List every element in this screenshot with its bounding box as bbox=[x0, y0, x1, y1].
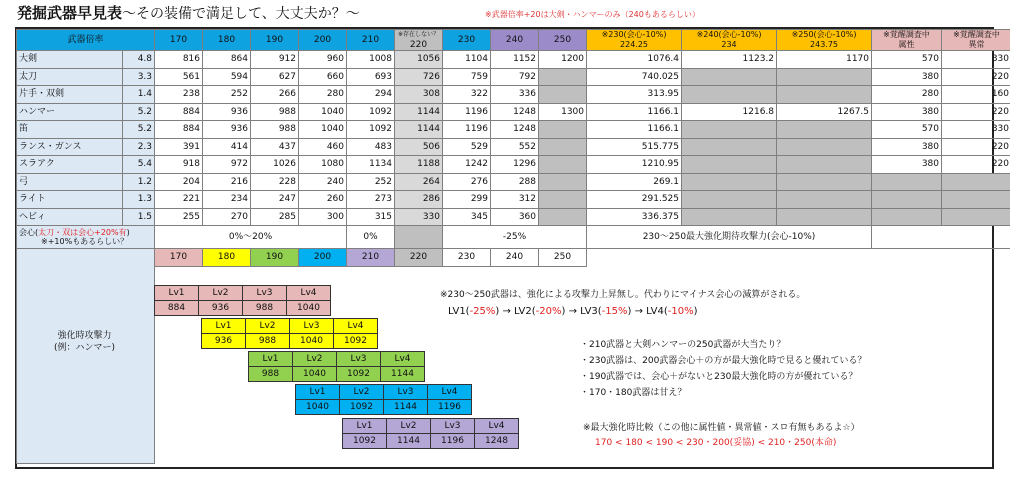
attack-value: 1040 bbox=[299, 121, 347, 139]
step-val: 1092 bbox=[343, 434, 387, 449]
step-val: 988 bbox=[246, 334, 290, 349]
swatch-230: 230 bbox=[443, 249, 491, 267]
crit-expected-label: 230～250最大強化期待攻撃力(会心-10%) bbox=[587, 226, 872, 249]
attack-value bbox=[539, 138, 587, 156]
attack-value: 260 bbox=[299, 191, 347, 209]
weapon-multiplier: 1.5 bbox=[123, 208, 155, 226]
attack-value: 315 bbox=[347, 208, 395, 226]
attack-value bbox=[539, 86, 587, 104]
weapon-multiplier: 2.3 bbox=[123, 138, 155, 156]
awaken-element: 380 bbox=[872, 138, 942, 156]
attack-value: 437 bbox=[251, 138, 299, 156]
step-lv: Lv2 bbox=[340, 385, 384, 400]
weapon-row bbox=[17, 208, 1010, 226]
header-250-crit: ※250(会心-10%) 243.75 bbox=[777, 30, 872, 51]
attack-value: 264 bbox=[395, 173, 443, 191]
step-lv: Lv3 bbox=[384, 385, 428, 400]
note-no-increase: ※230～250武器は、強化による攻撃力上昇無し。代わりにマイナス会心の減算がされる。 bbox=[440, 290, 806, 300]
step-val: 936 bbox=[202, 334, 246, 349]
attack-value: 988 bbox=[251, 103, 299, 121]
step-lv: Lv1 bbox=[202, 319, 246, 334]
attack-value: 726 bbox=[395, 68, 443, 86]
attack-value: 918 bbox=[155, 156, 203, 174]
crit-adjusted-value bbox=[682, 121, 777, 139]
attack-value: 693 bbox=[347, 68, 395, 86]
attack-value: 884 bbox=[155, 121, 203, 139]
awaken-element: 280 bbox=[872, 86, 942, 104]
attack-value: 816 bbox=[155, 51, 203, 69]
attack-value: 1134 bbox=[347, 156, 395, 174]
crit-adjusted-value bbox=[777, 191, 872, 209]
attack-value: 330 bbox=[395, 208, 443, 226]
attack-value: 240 bbox=[299, 173, 347, 191]
crit-adjusted-value bbox=[682, 208, 777, 226]
weapon-row bbox=[17, 156, 1010, 174]
swatch-190: 190 bbox=[251, 249, 299, 267]
attack-value: 1248 bbox=[491, 103, 539, 121]
weapon-name: ハンマー bbox=[17, 103, 123, 121]
crit-adjusted-value bbox=[682, 191, 777, 209]
step-val: 1144 bbox=[387, 434, 431, 449]
awaken-element: 570 bbox=[872, 121, 942, 139]
attack-value: 1296 bbox=[491, 156, 539, 174]
attack-value: 912 bbox=[251, 51, 299, 69]
step-lv: Lv2 bbox=[246, 319, 290, 334]
weapon-multiplier: 1.4 bbox=[123, 86, 155, 104]
step-val: 1092 bbox=[340, 400, 384, 415]
weapon-name: 笛 bbox=[17, 121, 123, 139]
step-val: 1248 bbox=[475, 434, 519, 449]
attack-value: 252 bbox=[203, 86, 251, 104]
crit-adjusted-value bbox=[777, 138, 872, 156]
attack-value: 627 bbox=[251, 68, 299, 86]
attack-value: 1092 bbox=[347, 121, 395, 139]
awaken-ailment: 220 bbox=[942, 138, 1010, 156]
enhance-label: 強化時攻撃力 (例：ハンマー) bbox=[53, 331, 116, 353]
header-200: 200 bbox=[299, 30, 347, 51]
step-lv: Lv4 bbox=[381, 352, 425, 367]
attack-value: 247 bbox=[251, 191, 299, 209]
swatch-240: 240 bbox=[491, 249, 539, 267]
crit-adjusted-value: 291.525 bbox=[587, 191, 682, 209]
awaken-ailment: 160 bbox=[942, 86, 1010, 104]
attack-value: 312 bbox=[491, 191, 539, 209]
attack-value: 252 bbox=[347, 173, 395, 191]
attack-value: 286 bbox=[395, 191, 443, 209]
step-val: 988 bbox=[249, 367, 293, 382]
attack-value: 234 bbox=[203, 191, 251, 209]
attack-value: 322 bbox=[443, 86, 491, 104]
crit-adjusted-value bbox=[777, 86, 872, 104]
attack-value: 360 bbox=[491, 208, 539, 226]
step-lv: Lv1 bbox=[155, 286, 199, 301]
attack-value: 483 bbox=[347, 138, 395, 156]
step-table-210 bbox=[342, 418, 519, 449]
crit-adjusted-value bbox=[777, 121, 872, 139]
weapon-name: 弓 bbox=[17, 173, 123, 191]
attack-value: 308 bbox=[395, 86, 443, 104]
note-crit-steps: LV1(-25%) → LV2(-20%) → LV3(-15%) → LV4(-10%) bbox=[448, 306, 698, 317]
swatch-row bbox=[17, 249, 1010, 267]
awaken-element: 380 bbox=[872, 103, 942, 121]
step-val: 936 bbox=[199, 301, 243, 316]
step-lv: Lv3 bbox=[290, 319, 334, 334]
step-val: 988 bbox=[243, 301, 287, 316]
weapon-row bbox=[17, 173, 1010, 191]
awaken-ailment bbox=[942, 208, 1010, 226]
step-lv: Lv1 bbox=[296, 385, 340, 400]
step-val: 1092 bbox=[334, 334, 378, 349]
attack-value: 1242 bbox=[443, 156, 491, 174]
attack-value: 1144 bbox=[395, 103, 443, 121]
attack-value: 1008 bbox=[347, 51, 395, 69]
step-val: 1092 bbox=[337, 367, 381, 382]
weapon-multiplier: 1.3 bbox=[123, 191, 155, 209]
header-row bbox=[17, 30, 1010, 51]
attack-value: 288 bbox=[491, 173, 539, 191]
crit-adjusted-value bbox=[777, 68, 872, 86]
weapon-name: 片手・双剣 bbox=[17, 86, 123, 104]
weapon-row bbox=[17, 121, 1010, 139]
awaken-ailment: 220 bbox=[942, 156, 1010, 174]
weapon-row bbox=[17, 191, 1010, 209]
attack-value: 529 bbox=[443, 138, 491, 156]
step-lv: Lv4 bbox=[475, 419, 519, 434]
weapon-name: ランス・ガンス bbox=[17, 138, 123, 156]
attack-value: 273 bbox=[347, 191, 395, 209]
attack-value: 759 bbox=[443, 68, 491, 86]
weapon-multiplier: 5.2 bbox=[123, 121, 155, 139]
step-lv: Lv2 bbox=[293, 352, 337, 367]
awaken-element bbox=[872, 208, 942, 226]
weapon-name: スラアク bbox=[17, 156, 123, 174]
header-180: 180 bbox=[203, 30, 251, 51]
step-table-170 bbox=[154, 285, 331, 316]
attack-value: 960 bbox=[299, 51, 347, 69]
attack-value bbox=[539, 121, 587, 139]
attack-value: 1080 bbox=[299, 156, 347, 174]
swatch-210: 210 bbox=[347, 249, 395, 267]
notes-comparison: ※最大強化時比較（この他に属性値・異常値・スロ有無もあるよ☆） 170 < 180 < 190 < 230・200(妥協) < 210・250(本命) bbox=[583, 423, 860, 448]
attack-value: 299 bbox=[443, 191, 491, 209]
attack-value: 460 bbox=[299, 138, 347, 156]
crit-adjusted-value: 1170 bbox=[777, 51, 872, 69]
step-lv: Lv1 bbox=[249, 352, 293, 367]
crit-adjusted-value: 1076.4 bbox=[587, 51, 682, 69]
attack-value bbox=[539, 68, 587, 86]
header-230-crit: ※230(会心-10%) 224.25 bbox=[587, 30, 682, 51]
weapon-row bbox=[17, 51, 1010, 69]
attack-value: 266 bbox=[251, 86, 299, 104]
attack-value: 228 bbox=[251, 173, 299, 191]
step-lv: Lv4 bbox=[287, 286, 331, 301]
crit-adjusted-value: 1216.8 bbox=[682, 103, 777, 121]
crit-row bbox=[17, 226, 1010, 249]
awaken-element: 380 bbox=[872, 156, 942, 174]
crit-220 bbox=[395, 226, 443, 249]
weapon-multiplier: 1.2 bbox=[123, 173, 155, 191]
awaken-ailment: 220 bbox=[942, 68, 1010, 86]
crit-adjusted-value: 1166.1 bbox=[587, 121, 682, 139]
weapon-multiplier: 4.8 bbox=[123, 51, 155, 69]
crit-210: 0% bbox=[347, 226, 395, 249]
attack-value: 972 bbox=[203, 156, 251, 174]
header-170: 170 bbox=[155, 30, 203, 51]
attack-value: 1056 bbox=[395, 51, 443, 69]
step-val: 1196 bbox=[431, 434, 475, 449]
attack-value: 660 bbox=[299, 68, 347, 86]
header-awaken-ailment: ※覚醒調査中 異常 bbox=[942, 30, 1010, 51]
attack-value: 884 bbox=[155, 103, 203, 121]
step-val: 1196 bbox=[428, 400, 472, 415]
attack-value bbox=[539, 173, 587, 191]
crit-adjusted-value: 1123.2 bbox=[682, 51, 777, 69]
attack-value: 506 bbox=[395, 138, 443, 156]
awaken-element: 570 bbox=[872, 51, 942, 69]
swatch-170: 170 bbox=[155, 249, 203, 267]
step-table-180 bbox=[201, 318, 378, 349]
attack-value: 391 bbox=[155, 138, 203, 156]
attack-value: 255 bbox=[155, 208, 203, 226]
swatch-200: 200 bbox=[299, 249, 347, 267]
weapon-multiplier: 3.3 bbox=[123, 68, 155, 86]
attack-value: 216 bbox=[203, 173, 251, 191]
step-table-190 bbox=[248, 351, 425, 382]
step-val: 1040 bbox=[287, 301, 331, 316]
attack-value: 552 bbox=[491, 138, 539, 156]
attack-value: 594 bbox=[203, 68, 251, 86]
step-val: 1144 bbox=[381, 367, 425, 382]
attack-value bbox=[539, 208, 587, 226]
attack-value: 1026 bbox=[251, 156, 299, 174]
swatch-250: 250 bbox=[539, 249, 587, 267]
crit-230-250: -25% bbox=[443, 226, 587, 249]
crit-blank bbox=[872, 226, 1010, 249]
crit-adjusted-value bbox=[682, 173, 777, 191]
weapon-name: ライト bbox=[17, 191, 123, 209]
step-lv: Lv3 bbox=[431, 419, 475, 434]
step-lv: Lv3 bbox=[337, 352, 381, 367]
enh-left-panel bbox=[17, 249, 155, 464]
attack-value: 1092 bbox=[347, 103, 395, 121]
attack-value: 1144 bbox=[395, 121, 443, 139]
page-title: 発掘武器早見表～その装備で満足して、大丈夫か？～ bbox=[17, 4, 360, 22]
attack-value: 1040 bbox=[299, 103, 347, 121]
awaken-ailment: 330 bbox=[942, 51, 1010, 69]
attack-value: 1200 bbox=[539, 51, 587, 69]
attack-value: 936 bbox=[203, 103, 251, 121]
weapon-name: 太刀 bbox=[17, 68, 123, 86]
weapon-row bbox=[17, 86, 1010, 104]
step-lv: Lv4 bbox=[334, 319, 378, 334]
header-230: 230 bbox=[443, 30, 491, 51]
attack-value: 336 bbox=[491, 86, 539, 104]
notes-bullets: ・210武器と大剣ハンマーの250武器が大当たり？ ・230武器は、200武器会心＋の方が最大強化時で見ると優れている？ ・190武器では、会心＋がないと230最大強化時の方が優れている？ ・170・180武器は甘え？ bbox=[580, 340, 867, 398]
swatch-220: 220 bbox=[395, 249, 443, 267]
step-lv: Lv2 bbox=[387, 419, 431, 434]
step-val: 1040 bbox=[296, 400, 340, 415]
awaken-ailment bbox=[942, 191, 1010, 209]
attack-value: 238 bbox=[155, 86, 203, 104]
header-multiplier: 武器倍率 bbox=[17, 30, 155, 51]
step-table-200 bbox=[295, 384, 472, 415]
attack-value: 1300 bbox=[539, 103, 587, 121]
weapon-row bbox=[17, 103, 1010, 121]
weapon-name: 大剣 bbox=[17, 51, 123, 69]
attack-value: 1152 bbox=[491, 51, 539, 69]
weapon-multiplier: 5.4 bbox=[123, 156, 155, 174]
attack-value: 414 bbox=[203, 138, 251, 156]
attack-value: 270 bbox=[203, 208, 251, 226]
header-240: 240 bbox=[491, 30, 539, 51]
header-240-crit: ※240(会心-10%) 234 bbox=[682, 30, 777, 51]
header-210: 210 bbox=[347, 30, 395, 51]
attack-value: 1196 bbox=[443, 103, 491, 121]
attack-value: 345 bbox=[443, 208, 491, 226]
crit-adjusted-value bbox=[777, 173, 872, 191]
weapon-row bbox=[17, 138, 1010, 156]
swatch-180: 180 bbox=[203, 249, 251, 267]
crit-adjusted-value bbox=[682, 156, 777, 174]
attack-value: 1104 bbox=[443, 51, 491, 69]
crit-adjusted-value bbox=[682, 86, 777, 104]
crit-adjusted-value: 1210.95 bbox=[587, 156, 682, 174]
step-val: 1144 bbox=[384, 400, 428, 415]
attack-value: 792 bbox=[491, 68, 539, 86]
crit-adjusted-value bbox=[682, 138, 777, 156]
attack-value: 936 bbox=[203, 121, 251, 139]
step-val: 1040 bbox=[293, 367, 337, 382]
awaken-element bbox=[872, 173, 942, 191]
crit-adjusted-value: 515.775 bbox=[587, 138, 682, 156]
crit-range-170-200: 0%～20% bbox=[155, 226, 347, 249]
header-190: 190 bbox=[251, 30, 299, 51]
weapon-row bbox=[17, 68, 1010, 86]
step-val: 884 bbox=[155, 301, 199, 316]
attack-value: 204 bbox=[155, 173, 203, 191]
awaken-element: 380 bbox=[872, 68, 942, 86]
header-250: 250 bbox=[539, 30, 587, 51]
attack-value: 864 bbox=[203, 51, 251, 69]
crit-adjusted-value bbox=[777, 208, 872, 226]
attack-value: 294 bbox=[347, 86, 395, 104]
awaken-ailment: 220 bbox=[942, 103, 1010, 121]
crit-adjusted-value: 1267.5 bbox=[777, 103, 872, 121]
weapon-name: ヘビィ bbox=[17, 208, 123, 226]
crit-adjusted-value: 336.375 bbox=[587, 208, 682, 226]
header-220: ※存在しない？ 220 bbox=[395, 30, 443, 51]
attack-value: 1196 bbox=[443, 121, 491, 139]
attack-value: 300 bbox=[299, 208, 347, 226]
attack-value: 280 bbox=[299, 86, 347, 104]
crit-adjusted-value: 269.1 bbox=[587, 173, 682, 191]
step-lv: Lv2 bbox=[199, 286, 243, 301]
awaken-element bbox=[872, 191, 942, 209]
attack-value: 276 bbox=[443, 173, 491, 191]
weapon-multiplier: 5.2 bbox=[123, 103, 155, 121]
step-lv: Lv3 bbox=[243, 286, 287, 301]
attack-value: 285 bbox=[251, 208, 299, 226]
multiplier-note: ※武器倍率+20は大剣・ハンマーのみ（240もあるらしい） bbox=[485, 10, 700, 19]
attack-value bbox=[539, 156, 587, 174]
crit-adjusted-value bbox=[682, 68, 777, 86]
attack-value: 1248 bbox=[491, 121, 539, 139]
crit-label: 会心(太刀・双は会心+20%有) ※+10%もあるらしい？ bbox=[17, 226, 155, 249]
crit-adjusted-value: 313.95 bbox=[587, 86, 682, 104]
step-lv: Lv4 bbox=[428, 385, 472, 400]
header-awaken-element: ※覚醒調査中 属性 bbox=[872, 30, 942, 51]
crit-adjusted-value: 1166.1 bbox=[587, 103, 682, 121]
attack-value: 561 bbox=[155, 68, 203, 86]
awaken-ailment: 330 bbox=[942, 121, 1010, 139]
attack-value: 988 bbox=[251, 121, 299, 139]
crit-adjusted-value: 740.025 bbox=[587, 68, 682, 86]
awaken-ailment bbox=[942, 173, 1010, 191]
step-lv: Lv1 bbox=[343, 419, 387, 434]
attack-value: 221 bbox=[155, 191, 203, 209]
attack-value bbox=[539, 191, 587, 209]
step-val: 1040 bbox=[290, 334, 334, 349]
attack-value: 1188 bbox=[395, 156, 443, 174]
crit-adjusted-value bbox=[777, 156, 872, 174]
